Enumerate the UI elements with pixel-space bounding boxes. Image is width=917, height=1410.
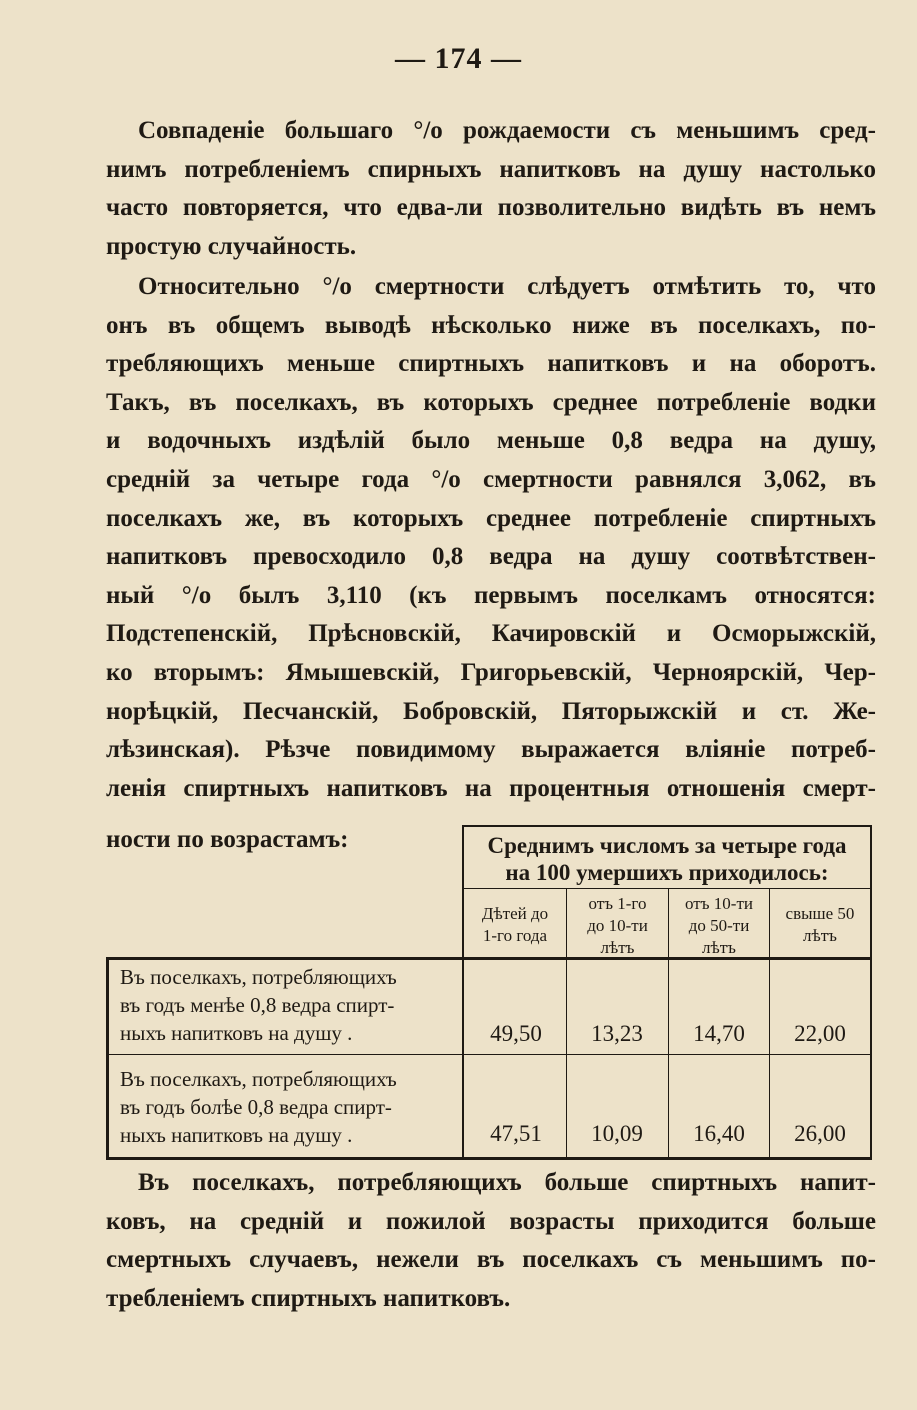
text-line: ленія спиртныхъ напитковъ на процентныя отношенія смерт-	[106, 774, 876, 802]
text-line: напитковъ превосходило 0,8 ведра на душу соотвѣтствен-	[106, 543, 876, 571]
text-line: смертныхъ случаевъ, нежели въ поселкахъ съ меньшимъ по-	[106, 1246, 876, 1274]
row-label-more: Въ поселкахъ, потребляющихъ въ годъ болѣе 0,8 ведра спирт- ныхъ напитковъ на душу .	[120, 1067, 397, 1147]
table-cell: 13,23	[591, 1021, 643, 1046]
column-header-1-10: отъ 1-го до 10-ти лѣтъ	[587, 894, 648, 957]
text-line: Такъ, въ поселкахъ, въ которыхъ среднее потребленіе водки	[106, 388, 876, 416]
table-cell: 26,00	[794, 1121, 846, 1146]
table-header-span: Среднимъ числомъ за четыре года на 100 умершихъ приходилось:	[487, 833, 847, 885]
table-cell: 14,70	[693, 1021, 745, 1046]
text-line: часто повторяется, что едва-ли позволительно видѣть въ немъ	[106, 194, 876, 222]
text-line: Совпаденіе большаго °/o рождаемости съ меньшимъ сред-	[138, 117, 876, 144]
text-line: требленіемъ спиртныхъ напитковъ.	[106, 1284, 511, 1312]
text-line: поселкахъ же, въ которыхъ среднее потребленіе спиртныхъ	[106, 504, 876, 532]
table-cell: 22,00	[794, 1021, 846, 1046]
text-line: норѣцкій, Песчанскій, Бобровскій, Пяторыжскій и ст. Же-	[106, 697, 876, 725]
text-line: Подстепенскій, Прѣсновскій, Качировскій и Осморыжскій,	[106, 620, 876, 648]
text-line: онъ въ общемъ выводѣ нѣсколько ниже въ поселкахъ, по-	[106, 311, 876, 339]
text-line: простую случайность.	[106, 232, 357, 260]
row-label-less: Въ поселкахъ, потребляющихъ въ годъ менѣе 0,8 ведра спирт- ныхъ напитковъ на душу .	[120, 965, 397, 1045]
text-line: средній за четыре года °/o смертности равнялся 3,062, въ	[106, 465, 876, 493]
table-cell: 10,09	[591, 1121, 643, 1146]
paragraph-1	[106, 112, 876, 266]
table-cell: 49,50	[490, 1021, 542, 1046]
text-line: и водочныхъ издѣлій было меньше 0,8 ведра на душу,	[106, 427, 876, 455]
table-cell: 47,51	[490, 1121, 542, 1146]
table-cell: 16,40	[693, 1121, 745, 1146]
column-header-infants: Дѣтей до 1-го года	[481, 904, 549, 945]
text-line: Относительно °/o смертности слѣдуетъ отмѣтить то, что	[138, 273, 876, 300]
text-line: Въ поселкахъ, потребляющихъ больше спиртныхъ напит-	[138, 1169, 876, 1196]
text-line: ковъ, на средній и пожилой возрасты приходится больше	[106, 1207, 876, 1235]
page-number: — 174 —	[395, 42, 522, 75]
text-line: требляющихъ меньше спиртныхъ напитковъ и на оборотъ.	[106, 350, 876, 378]
column-header-over-50: свыше 50 лѣтъ	[785, 904, 855, 945]
text-line: нимъ потребленіемъ спирныхъ напитковъ на душу настолько	[106, 155, 876, 183]
paragraph-closing	[106, 1164, 876, 1318]
paragraph-2	[106, 268, 876, 808]
text-line: лѣзинская). Рѣзче повидимому выражается вліяніе потреб-	[106, 736, 876, 764]
mortality-table	[106, 825, 872, 1160]
column-header-10-50: отъ 10-ти до 50-ти лѣтъ	[685, 894, 753, 957]
table-lead-text: ности по возрастамъ:	[106, 826, 349, 853]
text-line: ный °/o былъ 3,110 (къ первымъ поселкамъ относятся:	[106, 581, 876, 609]
text-line: ко вторымъ: Ямышевскій, Григорьевскій, Черноярскій, Чер-	[106, 658, 876, 686]
